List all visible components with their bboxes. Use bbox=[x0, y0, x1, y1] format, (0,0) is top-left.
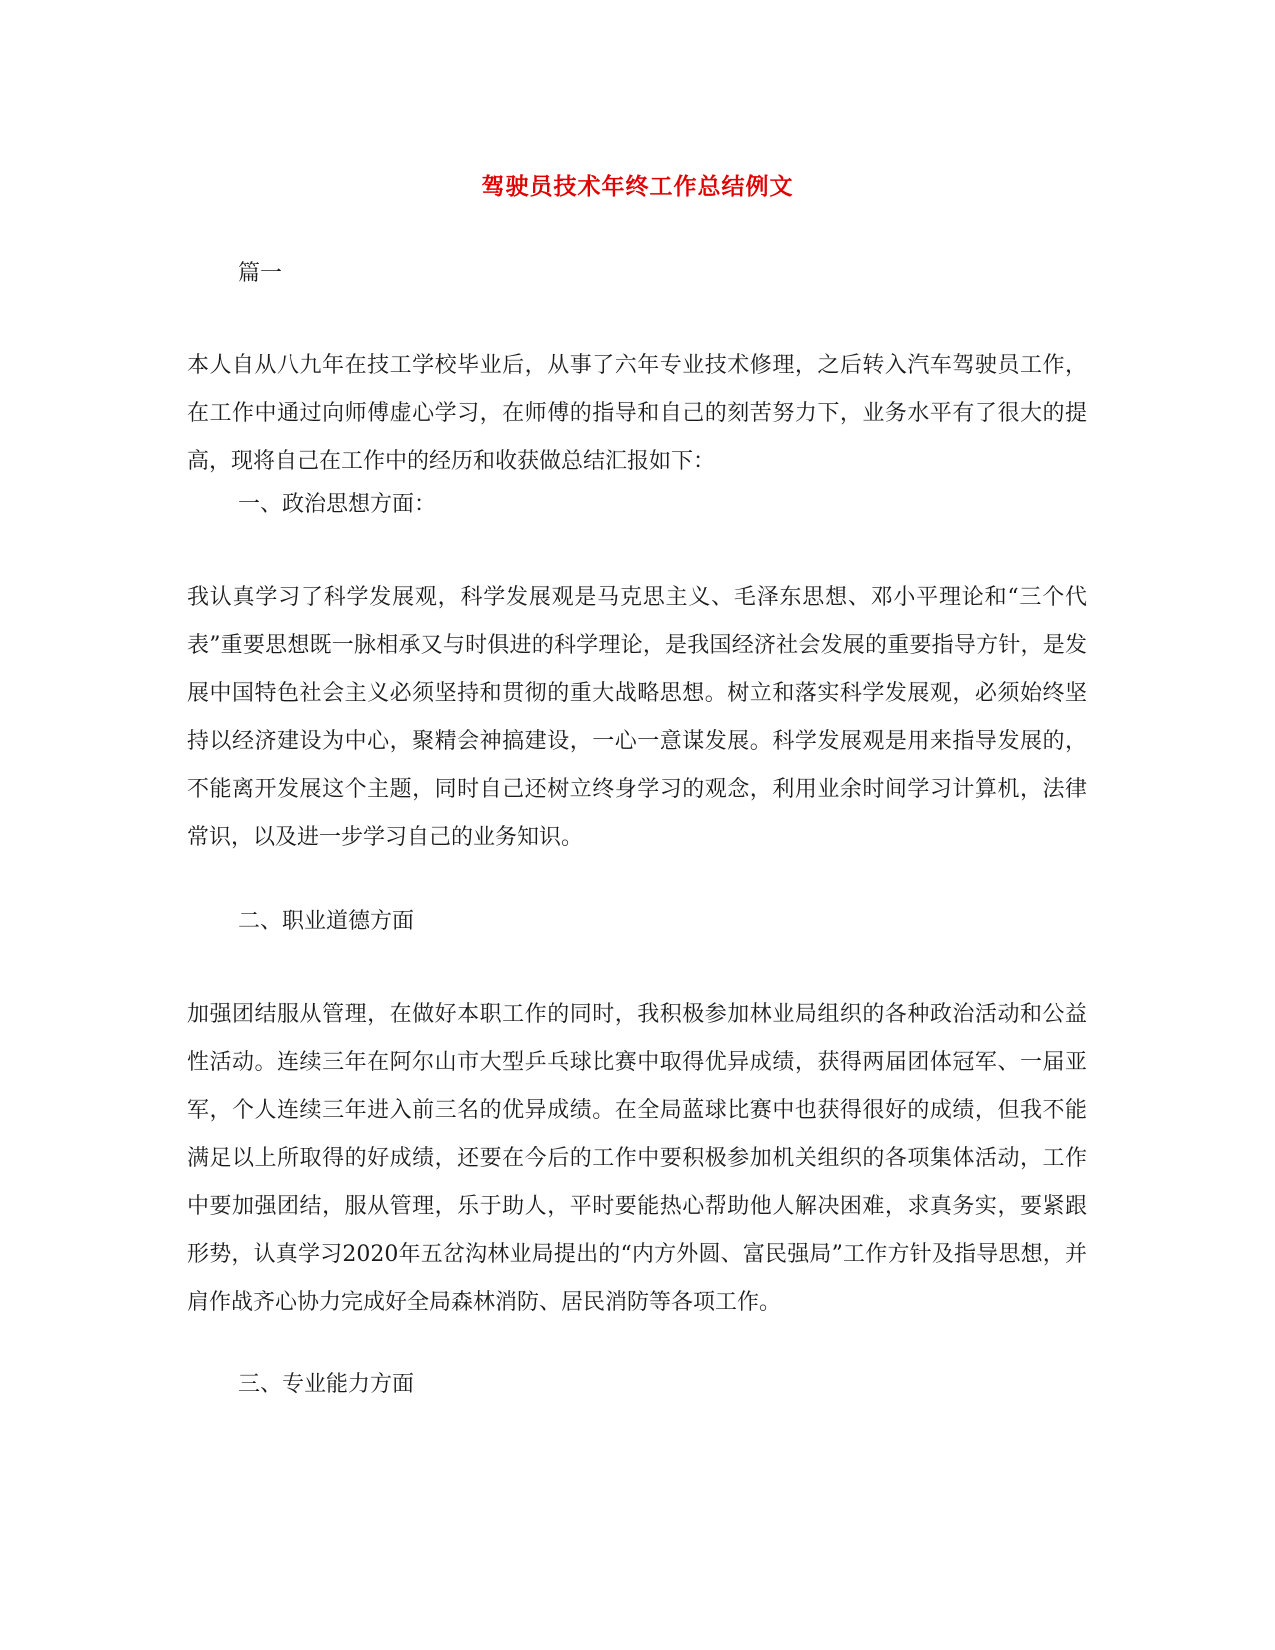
paragraph-ethics: 加强团结服从管理，在做好本职工作的同时，我积极参加林业局组织的各种政治活动和公益性活动。连续三年在阿尔山市大型乒乓球比赛中取得优异成绩，获得两届团体冠军、一届亚军，个人连续三年进入前三名的优异成绩。在全局蓝球比赛中也获得很好的成绩，但我不能满足以上所取得的好成绩，还要在今后的工作中要积极参加机关组织的各项集体活动，工作中要加强团结，服从管理，乐于助人，平时要能热心帮助他人解决困难，求真务实，要紧跟形势，认真学习2020年五岔沟林业局提出的“内方外圆、富民强局”工作方针及指导思想，并肩作战齐心协力完成好全局森林消防、居民消防等各项工作。 bbox=[187, 1002, 1087, 1315]
heading-ethics: 二、职业道德方面 bbox=[238, 909, 415, 934]
heading-professional: 三、专业能力方面 bbox=[238, 1372, 415, 1397]
intro-paragraph: 本人自从八九年在技工学校毕业后，从事了六年专业技术修理，之后转入汽车驾驶员工作，在工作中通过向师傅虚心学习，在师傅的指导和自己的刻苦努力下，业务水平有了很大的提高，现将自己在工作中的经历和收获做总结汇报如下： bbox=[187, 353, 1087, 474]
document-title: 驾驶员技术年终工作总结例文 bbox=[481, 173, 794, 200]
paragraph-political: 我认真学习了科学发展观，科学发展观是马克思主义、毛泽东思想、邓小平理论和“三个代表”重要思想既一脉相承又与时俱进的科学理论，是我国经济社会发展的重要指导方针，是发展中国特色社会主义必须坚持和贯彻的重大战略思想。树立和落实科学发展观，必须始终坚持以经济建设为中心，聚精会神搞建设，一心一意谋发展。科学发展观是用来指导发展的，不能离开发展这个主题，同时自己还树立终身学习的观念，利用业余时间学习计算机，法律常识，以及进一步学习自己的业务知识。 bbox=[187, 585, 1087, 850]
section-label: 篇一 bbox=[238, 261, 283, 286]
heading-political: 一、政治思想方面： bbox=[238, 492, 437, 517]
